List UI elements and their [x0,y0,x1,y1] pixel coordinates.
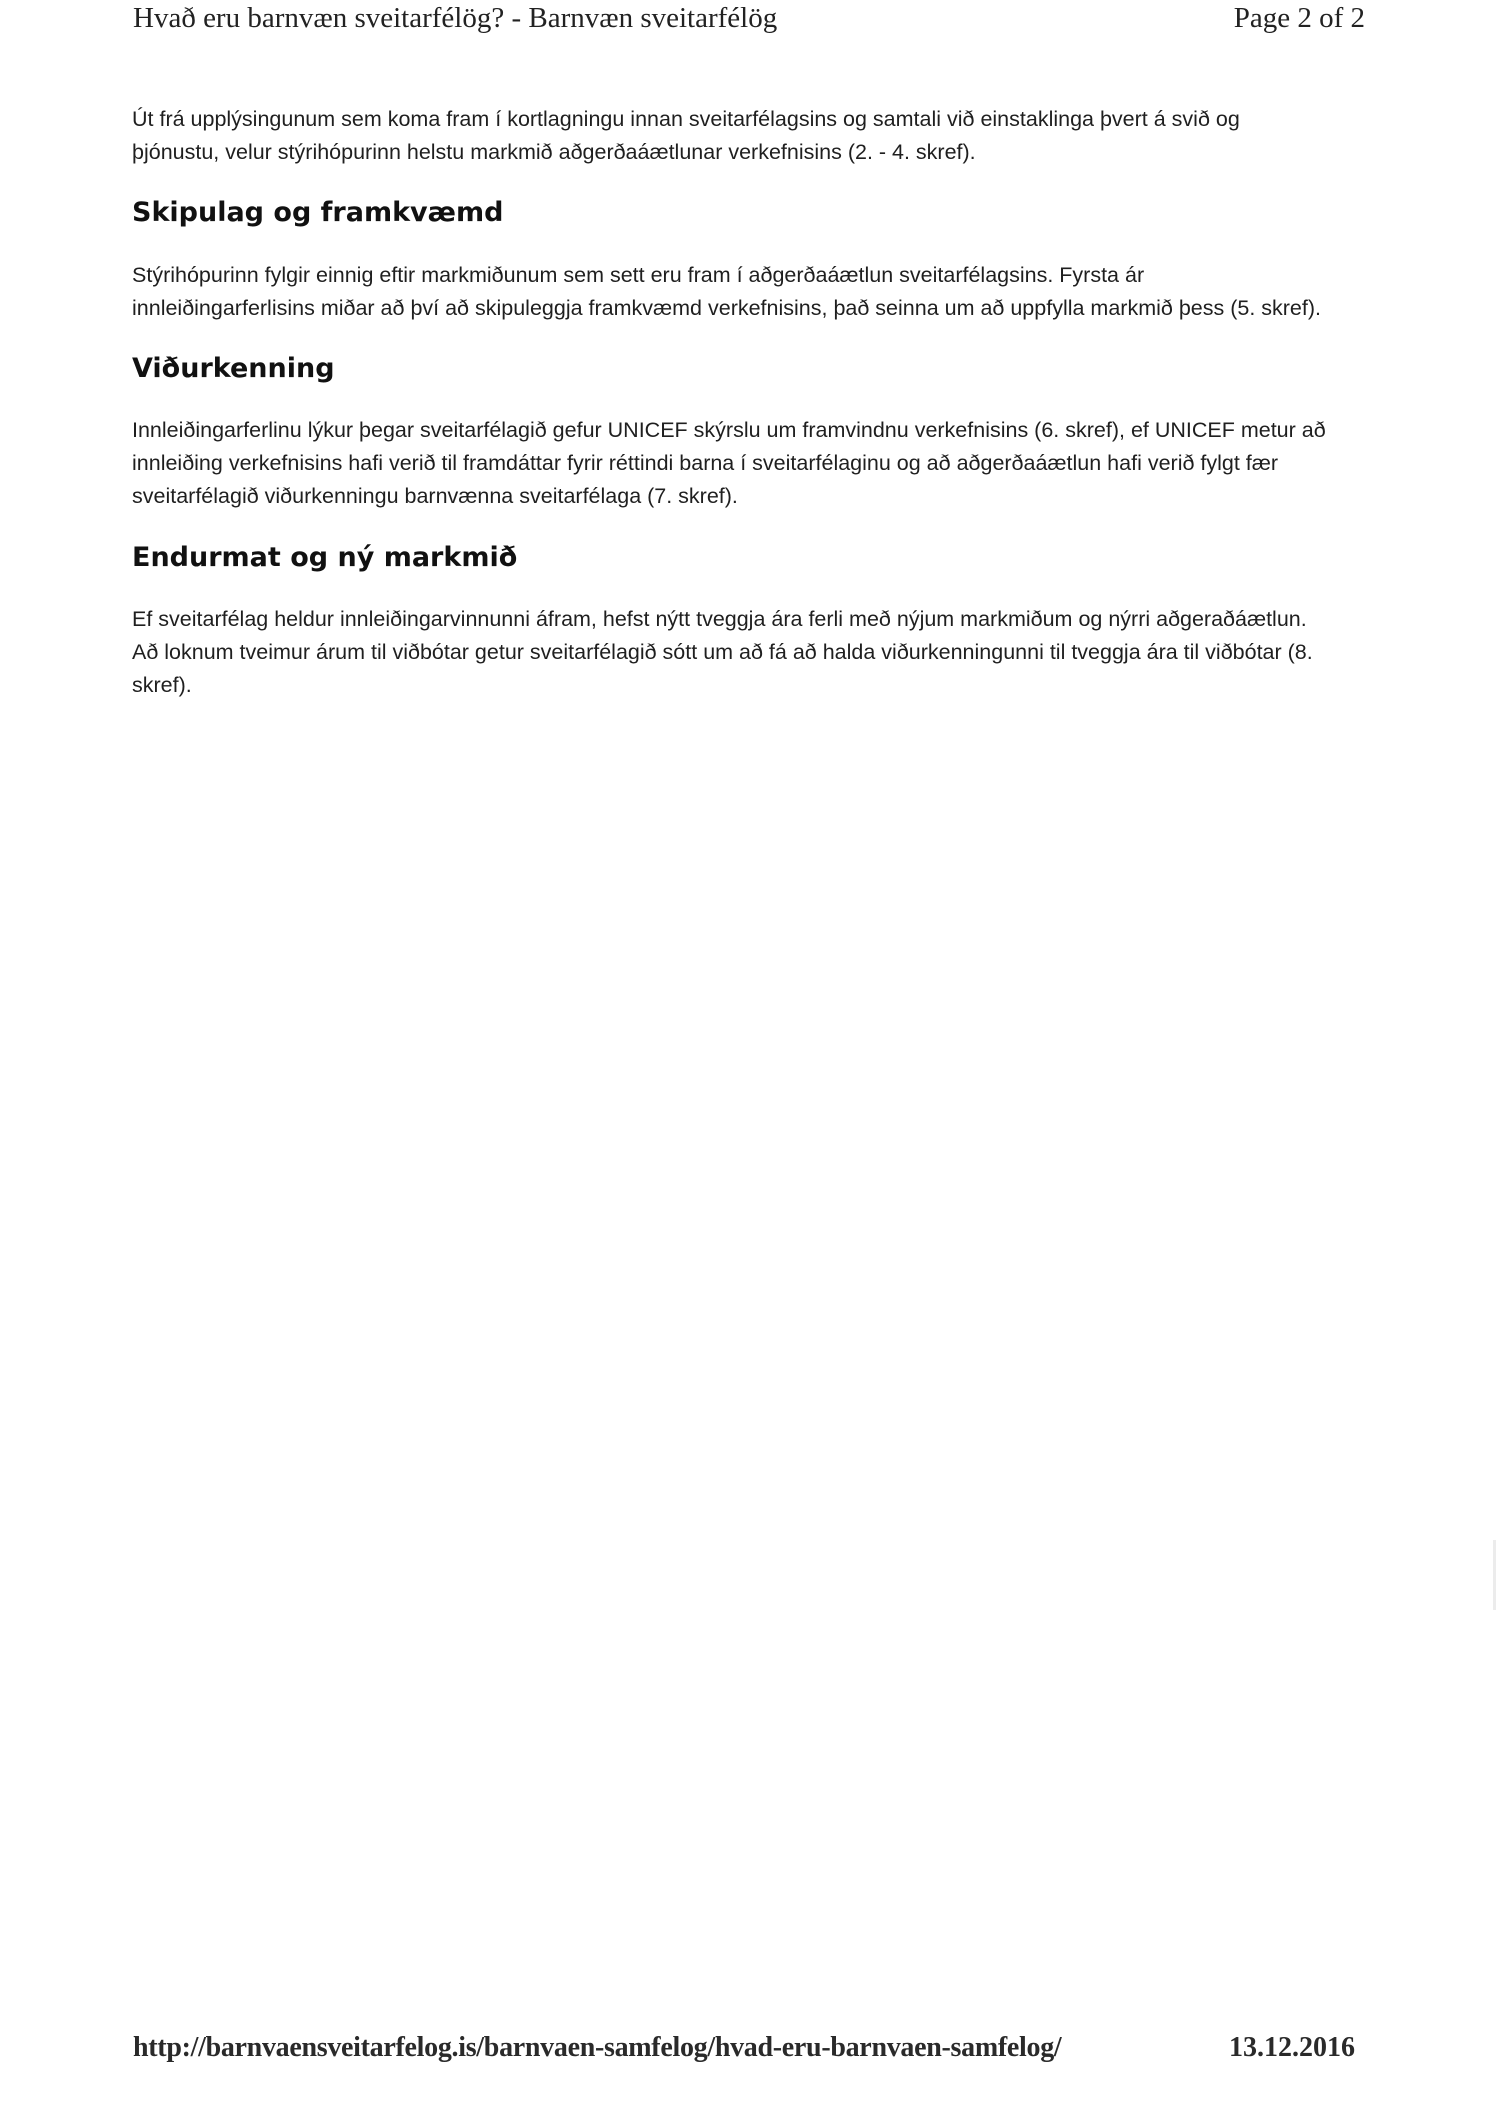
intro-paragraph: Út frá upplýsingunum sem koma fram í kortlagningu innan sveitarfélagsins og samtali við einstaklinga þvert á svið og þjónustu, velur stýrihópurinn helstu markmið aðgerðaáætlunar verkefnisins (2. - 4. skref). [132,107,1240,164]
document-body [132,103,1332,702]
page-indicator: Page 2 of 2 [1233,1,1365,34]
section-heading-skipulag: Skipulag og framkvæmd [132,197,504,228]
section-heading-vidurkenning: Viðurkenning [132,353,335,384]
document-title: Hvað eru barnvæn sveitarfélög? - Barnvæn sveitarfélög [133,1,778,34]
page-footer [133,2030,1355,2066]
footer-url[interactable]: http://barnvaensveitarfelog.is/barnvaen-samfelog/hvad-eru-barnvaen-samfelog/ [133,2032,1062,2063]
section-body-skipulag: Stýrihópurinn fylgir einnig eftir markmiðunum sem sett eru fram í aðgerðaáætlun sveitarfélagsins. Fyrsta ár innleiðingarferlisins miðar að því að skipuleggja framkvæmd verkefnisins, það seinna um að uppfylla markmið þess (5. skref). [132,263,1321,320]
section-body-vidurkenning: Innleiðingarferlinu lýkur þegar sveitarfélagið gefur UNICEF skýrslu um framvindnu verkefnisins (6. skref), ef UNICEF metur að innleiðing verkefnisins hafi verið til framdáttar fyrir réttindi barna í sveitarfélaginu og að aðgerðaáætlun hafi verið fylgt fær sveitarfélagið viðurkenningu barnvænna sveitarfélaga (7. skref). [132,418,1326,508]
scan-artifact [1493,1540,1496,1610]
page-header [133,0,1365,36]
section-heading-endurmat: Endurmat og ný markmið [132,542,518,573]
section-body-endurmat: Ef sveitarfélag heldur innleiðingarvinnunni áfram, hefst nýtt tveggja ára ferli með nýjum markmiðum og nýrri aðgeraðáætlun. Að loknum tveimur árum til viðbótar getur sveitarfélagið sótt um að fá að halda viðurkenningunni til tveggja ára til viðbótar (8. skref). [132,607,1313,697]
footer-date: 13.12.2016 [1229,2032,1355,2063]
